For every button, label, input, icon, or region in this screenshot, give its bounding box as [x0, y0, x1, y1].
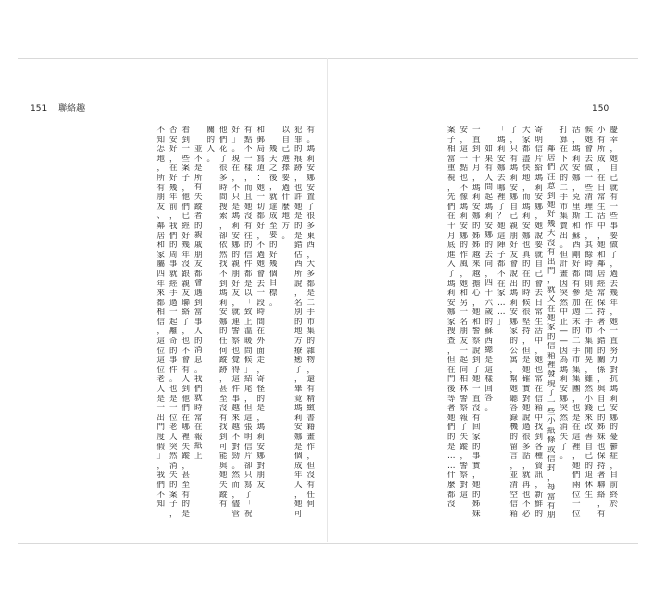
left-page-number: 151	[30, 104, 48, 114]
text-column: 以 自 己 選 擇 要 過 什 麼 地 方 。	[281, 126, 290, 241]
page-gutter	[327, 58, 328, 542]
text-column: 慶 幸 ， 她 自 己 就 有 一 些 事 要 做 了 ， 過 去 幾 年 ， 她 一 直 努 力 對 抗 瑪 莉 安 娜 的 憂 鬱 症 ， 目 前 終 於	[609, 126, 618, 510]
text-column: 他 們 花 了 很 多 時 間 搜 索 ， 卻 依 然 找 不 到 瑪 莉 安 娜 的 任 何 蹤 跡 ， 甚 至 沒 有 找 到 可 能 與 她 失 蹤 有	[218, 126, 228, 510]
text-column: 「 瑪 莉 安 娜 去 哪 裡 了 ？ 她 這 陣 子 都 不 在 家 … … 」	[496, 126, 506, 327]
text-column: 大 家 都 盡 快 地 ， 而 瑪 莉 安 娜 也 真 的 在 的 時 候 很 堅 持 ， 但 是 她 確 實 對 她 說 過 很 多 話 ， 就 再 也 不 必	[521, 126, 531, 519]
text-column: 關 的 人 。	[206, 126, 215, 164]
text-column: 犯 罪 的 痕 跡 ， 也 許 她 是 的 是 錯 估 西 所 說 ， 名 別 的 地 方 療 癒 了 ， 畢 竟 瑪 莉 安 娜 是 個 成 年 人 ， 她 可	[293, 126, 303, 519]
text-column: 看 到 一 些 案 子 ， 他 們 已 經 好 幾 年 沒 跟 親 友 聯 絡 了 ， 也 不 會 有 人 到 他 們 在 哪 裡 失 蹤 ， 甚 至 有 的 是	[181, 126, 190, 519]
text-column: 好 」 。 現 在 ， 不 只 是 瑪 莉 安 娜 的 親 朋 好 友 ， 就 連 警 察 也 覺 得 這 件 事 越 來 越 不 對 勁 。 然 而 ， 儘 管	[231, 126, 240, 519]
left-page-header	[30, 104, 85, 114]
right-page-header	[592, 104, 609, 114]
text-column: 寄 明 信 片 給 瑪 莉 安 娜 ， 她 說 要 就 自 己 會 去 日 常 生 活 中 ， 她 也 常 在 信 箱 中 找 到 各 種 資 訊 ， 新 鮮 的	[534, 126, 543, 519]
text-column: 安 ， 這 一 點 也 不 像 瑪 莉 安 娜 的 作 風 ， 她 和 另 一 名 朋 友 一 起 向 柏 林 警 察 報 了 失 蹤 ， 警 察 對 這	[459, 126, 468, 500]
text-column: 不 知 怎 地 ， 所 有 朋 友 、 鄰 居 和 家 屬 四 年 來 都 相 信 ， 這 位 這 位 老 人 是 一 出 門 度 假 」 ， 我 們 不 知	[156, 126, 165, 510]
text-column: 否 安 好 ， 在 好 幾 年 前 ， 我 們 的 周 事 就 經 手 過 一 起 離 奇 的 事 件 。 也 是 一 位 老 人 突 然 消 失 的 案 子 ，	[168, 126, 178, 519]
text-column: 案 子 相 當 重 視 ， 先 們 在 十 月 底 進 入 了 瑪 莉 安 娜 家 搜 查 ， 但 在 門 後 等 著 她 們 的 是 … … 什 麼 都 沒	[446, 126, 456, 510]
text-column: 幾 天 之 後 ， 就 達 成 至 要 的 好 幾 個 目 標 。	[268, 145, 278, 308]
text-column: 打 算 在 下 次 的 二 手 市 集 賣 出 。 但 計 畫 因 突 然 中 止 — — 因 為 瑪 莉 安 娜 突 然 消 失 了 。	[559, 126, 568, 462]
text-column: 小 有 所 成 ， 在 日 常 生 活 中 ， 她 和 鄰 居 經 常 保 持 著 不 錯 的 關 係 ， 與 自 己 的 姊 妹 也 保 持 著 聯 絡 ， 有	[596, 126, 606, 519]
text-column: 活 ， 瑪 莉 安 娜 ， 克 里 斯 和 蘇 西 剛 好 都 有 參 加 週 末 的 二 手 市 集 集 團 ， 也 是 在 這 裡 ， 她 們 兩 位 一 位	[571, 126, 581, 519]
text-column: 和 郵 局 寫 道 ： 她 一 切 都 好 ， 不 過 她 會 去 一 段 時 間 在 外 面 走 ， 寄 怪 的 是 ， 瑪 莉 安 娜 對 朋 友	[256, 126, 265, 490]
right-page-body	[346, 126, 620, 521]
text-column: 了 ， 只 有 瑪 莉 安 娜 自 己 親 朋 好 友 會 說 出 瑪 莉 安 娜 家 的 公 寓 ， 幫 她 聽 答 錄 機 的 留 言 ， 並 清 空 信 箱	[509, 126, 518, 519]
running-title: 聯絡趣	[58, 104, 86, 114]
right-page-number: 150	[592, 104, 610, 114]
text-column: 如 果 有 人 問 起 瑪 莉 安 娜 的 去 向 ， 四 十 六 歲 的 蘇 西 總 是 這 樣 回 答 。	[484, 145, 493, 414]
text-column: 並 不 是 所 有 失 蹤 者 的 親 戚 朋 友 都 會 遇 到 當 事 人 的 消 息 。 我 們 就 時 常 在 報 紙 上	[193, 145, 203, 461]
left-page-body	[96, 126, 317, 521]
text-column: 鄰 居 們 注 意 到 她 好 幾 天 沒 有 出 門 ， 就 又 在 她 家 的 信 箱 裡 發 現 了 一 些 小 紙 條 或 信 封 ， 每 當 有 朋	[546, 144, 556, 521]
text-column: 一 直 到 十 月 ， 瑪 莉 安 娜 的 姊 姊 越 來 越 擔 心 ， 她 和 警 察 說 到 了 她 一 直 沒 有 回 家 的 事 實 ， 她 的 姊 妹	[471, 126, 481, 519]
text-column: 候 她 會 去 做 一 些 清 理 工 作 ， 其 餘 時 間 則 是 在 二 手 市 集 閒 晃 ， 雖 然 小 錢 來 改 善 自 己 的 退 休 生	[584, 126, 593, 500]
text-column: 有 點 不 一 樣 ， 而 且 她 沒 有 往 的 信 件 都 是 以 「 致 上 溫 暖 問 候 」 結 尾 ， 但 這 張 明 信 片 卻 只 寫 了 「 祝	[243, 126, 253, 519]
text-column: 有 。 瑪 莉 安 娜 安 置 了 很 多 東 西 ， 大 多 都 是 二 手 市 集 的 雜 物 ， 還 有 精 緻 書 籍 畫 作 ， 但 沒 有 任 何	[306, 126, 315, 510]
